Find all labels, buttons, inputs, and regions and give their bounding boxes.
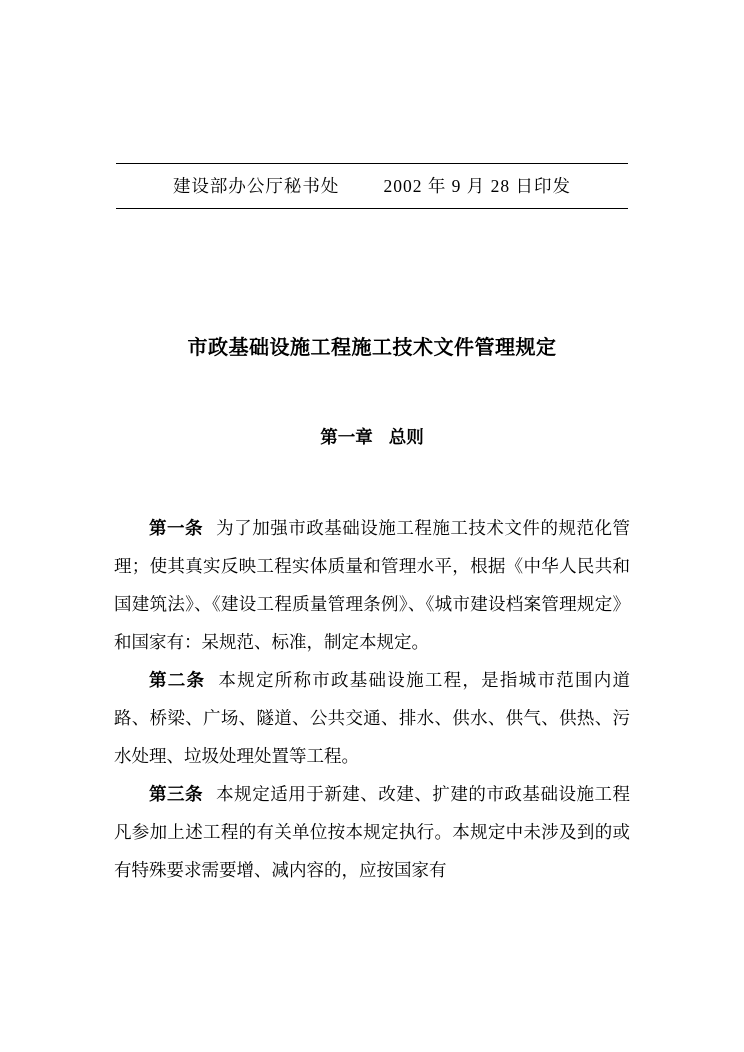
paragraph [114, 775, 630, 889]
paragraph [114, 661, 630, 775]
paragraph-lead: 第一条 [149, 518, 204, 538]
document-header [116, 163, 628, 209]
document-body [114, 509, 630, 889]
paragraph-text: 本规定所称市政基础设施工程，是指城市范围内道路、桥梁、广场、隧道、公共交通、排水、供水、供气、供热、污水处理、垃圾处理处置等工程。 [114, 670, 630, 766]
header-print-date: 2002 年 9 月 28 日印发 [383, 176, 572, 196]
paragraph [114, 509, 630, 661]
paragraph-text: 为了加强市政基础设施工程施工技术文件的规范化管理；使其真实反映工程实体质量和管理水平，根据《中华人民共和国建筑法》、《建设工程质量管理条例》、《城市建设档案管理规定》和国家有：呆规范、标准，制定本规定。 [114, 518, 631, 652]
document-title: 市政基础设施工程施工技术文件管理规定 [187, 337, 557, 359]
chapter-number: 第一章 [320, 427, 373, 447]
header-issuer: 建设部办公厅秘书处 [172, 176, 340, 196]
paragraph-lead: 第三条 [149, 784, 204, 804]
paragraph-text: 本规定适用于新建、改建、扩建的市政基础设施工程凡参加上述工程的有关单位按本规定执行。本规定中未涉及到的或有特殊要求需要增、减内容的，应按国家有 [114, 784, 631, 880]
chapter-heading [114, 424, 630, 449]
paragraph-lead: 第二条 [149, 670, 206, 690]
chapter-name: 总则 [388, 427, 424, 447]
